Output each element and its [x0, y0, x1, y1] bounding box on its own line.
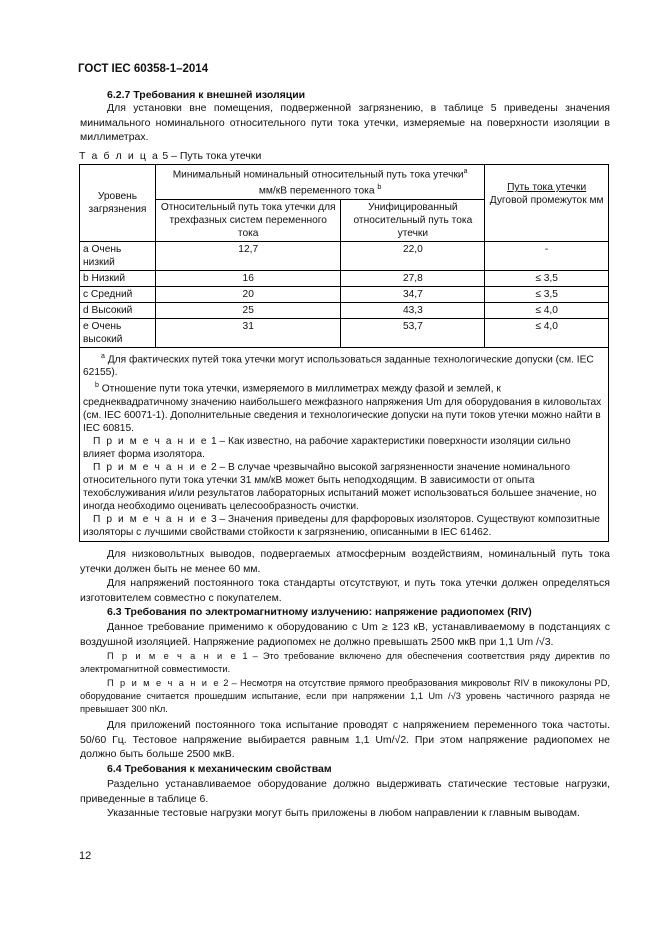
para-low-voltage: Для низковольтных выводов, подвергаемых атмосферным воздействиям, номинальный путь тока утечки должен быть не менее 60 мм. — [80, 548, 610, 575]
section-6-3-note-2 — [80, 677, 610, 716]
note-label: П р и м е ч а н и е — [107, 651, 238, 661]
footnote-a-text: Для фактических путей тока утечки могут использоваться заданные технологические допуски (см. IEC 62155). — [83, 354, 594, 379]
footnote-a-label: a — [101, 352, 105, 360]
section-6-4-text-2: Указанные тестовые нагрузки могут быть приложены в любом направлении к главным выводам. — [107, 807, 580, 819]
header-three-phase: Относительный путь тока утечки для трехфазных систем переменного тока — [155, 199, 341, 241]
cell-unified: 27,8 — [341, 270, 485, 286]
table-caption-prefix: Т а б л и ц а — [79, 150, 160, 162]
cell-three-phase: 12,7 — [155, 241, 341, 270]
header-unified: Унифицированный относительный путь тока утечки — [341, 199, 485, 241]
document-header: ГОСТ IEC 60358-1–2014 — [78, 63, 209, 75]
cell-arc: ≤ 4,0 — [485, 302, 609, 318]
table-note-1 — [80, 435, 609, 461]
cell-level: c Средний — [80, 286, 156, 302]
header-arc-top: Путь тока утечки — [507, 182, 587, 193]
header-arc — [485, 165, 609, 242]
cell-level: a Очень низкий — [80, 241, 156, 270]
footnote-b-mark: b — [377, 184, 382, 192]
cell-unified: 22,0 — [341, 241, 485, 270]
header-group — [155, 165, 484, 200]
table-row — [80, 302, 609, 318]
footnote-b-text: Отношение пути тока утечки, измеряемого в миллиметрах между фазой и землей, к среднеквадратичному значению наибольшего межфазного напряжения Um для оборудования в киловольтах (см. IEC 60071-1). Дополнительные сведения и технологические допуски на пути токов утечки можно найти в IEC 60815. — [83, 383, 602, 434]
page-number: 12 — [79, 850, 92, 862]
table-row — [80, 318, 609, 347]
cell-three-phase: 16 — [155, 270, 341, 286]
cell-level: e Очень высокий — [80, 318, 156, 347]
section-6-2-7-title: 6.2.7 Требования к внешней изоляции — [107, 89, 306, 101]
section-6-2-7-text: Для установки вне помещения, подверженной загрязнению, в таблице 5 приведены значения минимального номинального относительного пути тока утечки, измеряемые на поверхности изоляции в миллиметрах. — [80, 102, 610, 143]
section-6-3-note-1 — [80, 650, 610, 676]
section-6-4-text-1: Раздельно устанавливаемое оборудование должно выдерживать статические тестовые нагрузки, приведенные в таблице 6. — [80, 778, 610, 805]
cell-arc: ≤ 3,5 — [485, 286, 609, 302]
section-6-3-title: 6.3 Требования по электромагнитному излучению: напряжение радиопомех (RIV) — [107, 606, 532, 618]
header-group-text: Минимальный номинальный относительный путь тока утечки — [172, 169, 464, 181]
cell-arc: - — [485, 241, 609, 270]
note-label: П р и м е ч а н и е — [93, 435, 209, 447]
table-caption-rest: 5 – Путь тока утечки — [159, 150, 262, 162]
cell-three-phase: 31 — [155, 318, 341, 347]
table-row — [80, 270, 609, 286]
table-note-3 — [80, 513, 609, 542]
header-level: Уровень загрязнения — [80, 165, 156, 242]
cell-three-phase: 25 — [155, 302, 341, 318]
cell-unified: 34,7 — [341, 286, 485, 302]
cell-arc: ≤ 4,0 — [485, 318, 609, 347]
section-6-4-title: 6.4 Требования к механическим свойствам — [107, 763, 332, 775]
table-row — [80, 241, 609, 270]
footnote-a — [80, 347, 609, 379]
table-note-2 — [80, 461, 609, 513]
footnote-a-mark: a — [463, 168, 468, 175]
table-row — [80, 286, 609, 302]
para-dc-test: Для приложений постоянного тока испытание проводят с напряжением переменного тока частоты. 50/60 Гц. Тестовое напряжение выбирается равным 1,1 Um/√2. При этом напряжение радиопомех не должно быть больше 2500 мкВ. — [80, 719, 610, 760]
para-dc-standards: Для напряжений постоянного тока стандарты отсутствуют, и путь тока утечки должен определяться изготовителем совместно с покупателем. — [80, 577, 610, 604]
cell-arc: ≤ 3,5 — [485, 270, 609, 286]
header-group-unit: мм/кВ переменного тока — [258, 185, 375, 197]
note-3-text: 3 – Значения приведены для фарфоровых изоляторов. Существуют композитные изоляторы с лучшими свойствами стойкости к загрязнению, описанными в IEC 61462. — [83, 513, 600, 538]
note-label: П р и м е ч а н и е — [107, 678, 221, 688]
note-1-text: 1 – Как известно, на рабочие характеристики поверхности изоляции сильно влияет форма изолятора. — [83, 435, 571, 460]
note-1-text: 1 – Это требование включено для обеспечения соответствия ряду директив по электромагнитной совместимости. — [80, 651, 610, 674]
note-label: П р и м е ч а н и е — [93, 461, 209, 473]
table-caption — [79, 150, 261, 162]
note-2-text: 2 – В случае чрезвычайно высокой загрязненности значение номинального относительного пути тока утечки 31 мм/кВ может быть неподходящим. В зависимости от опыта техобслуживания и/или результатов лабораторных испытаний может использоваться большее значение, но иногда необходимо оценивать целесообразность очистки. — [83, 461, 597, 512]
section-6-3-text: Данное требование применимо к оборудованию с Um ≥ 123 кВ, устанавливаемому в подстанциях с воздушной изоляцией. Напряжение радиопомех не должно превышать 2500 мкВ при 1,1 Um /√3. — [80, 621, 610, 648]
footnote-b-label: b — [95, 382, 99, 390]
creepage-table — [79, 164, 609, 542]
cell-three-phase: 20 — [155, 286, 341, 302]
header-arc-sub: Дуговой промежуток мм — [489, 195, 604, 206]
footnote-b — [80, 379, 609, 434]
note-label: П р и м е ч а н и е — [93, 513, 209, 525]
cell-unified: 43,3 — [341, 302, 485, 318]
cell-level: b Низкий — [80, 270, 156, 286]
cell-level: d Высокий — [80, 302, 156, 318]
cell-unified: 53,7 — [341, 318, 485, 347]
note-2-text: 2 – Несмотря на отсутствие прямого преобразования микровольт RIV в пикокулоны PD, оборудование считается прошедшим испытание, если при напряжении 1,1 Um /√3 уровень частичного разряда не превышает 300 пКл. — [80, 678, 610, 714]
